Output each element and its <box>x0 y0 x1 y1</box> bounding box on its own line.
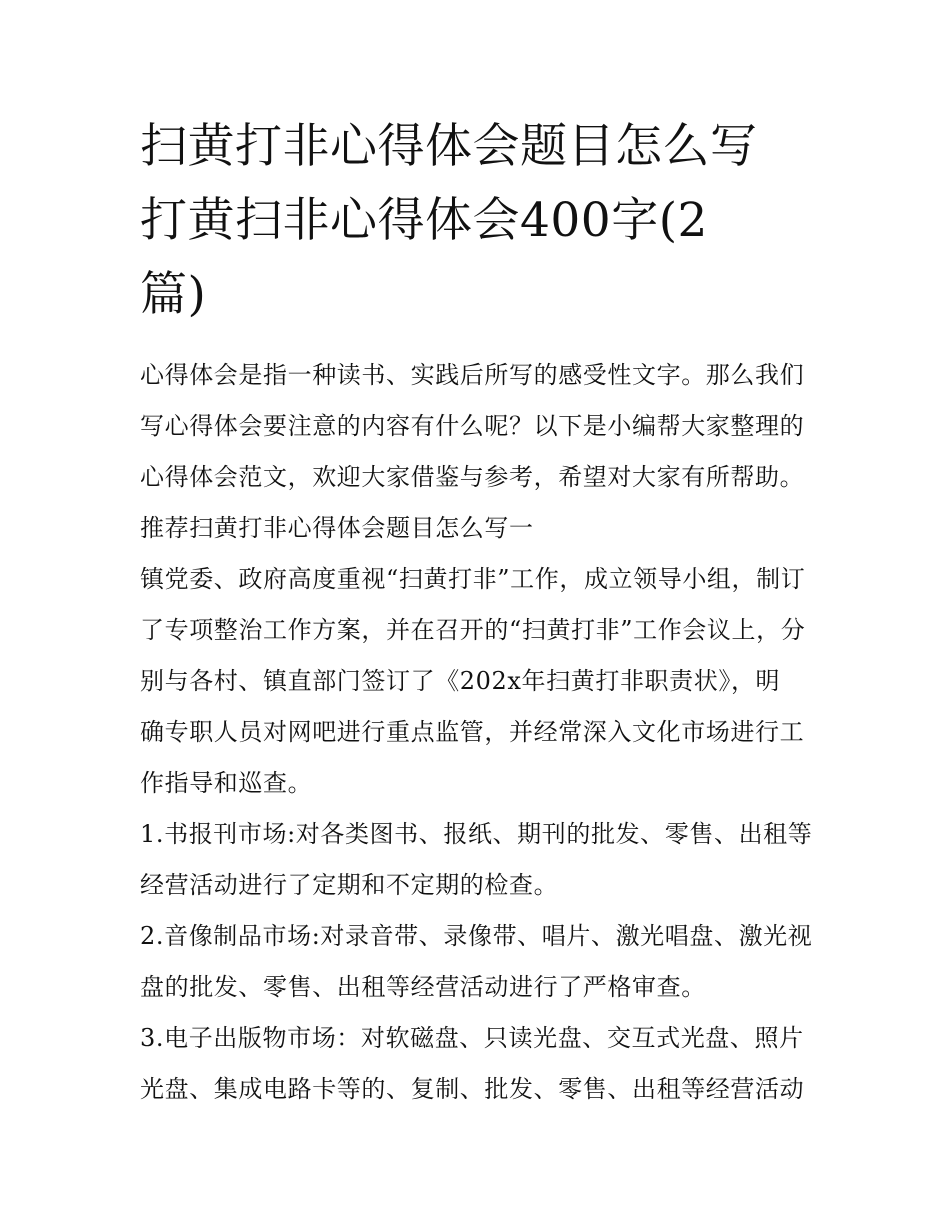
paragraph-intro <box>140 350 820 503</box>
title-line-2: 打黄扫非心得体会400字(2 <box>140 193 708 248</box>
text-line: 了专项整治工作方案，并在召开的“扫黄打非”工作会议上，分 <box>140 616 806 644</box>
text-line: 光盘、集成电路卡等的、复制、批发、零售、出租等经营活动 <box>140 1075 805 1103</box>
list-item-1 <box>140 809 820 911</box>
text-line: 心得体会范文，欢迎大家借鉴与参考，希望对大家有所帮助。 <box>140 463 805 491</box>
text-line: 心得体会是指一种读书、实践后所写的感受性文字。那么我们 <box>140 361 805 389</box>
text-line: 2.音像制品市场:对录音带、录像带、唱片、激光唱盘、激光视 <box>140 922 813 950</box>
title-line-3: 篇) <box>140 267 207 322</box>
text-line: 别与各村、镇直部门签订了《202x年扫黄打非职责状》，明 <box>140 667 781 695</box>
text-line: 作指导和巡查。 <box>140 769 313 797</box>
text-line: 3.电子出版物市场：对软磁盘、只读光盘、交互式光盘、照片 <box>140 1024 804 1052</box>
document-body <box>140 350 820 1115</box>
text-line: 1.书报刊市场:对各类图书、报纸、期刊的批发、零售、出租等 <box>140 820 813 848</box>
paragraph-overview <box>140 554 820 809</box>
list-item-2 <box>140 911 820 1013</box>
text-line: 经营活动进行了定期和不定期的检查。 <box>140 871 559 899</box>
list-item-3 <box>140 1013 820 1115</box>
section-heading <box>140 503 820 554</box>
text-line: 推荐扫黄打非心得体会题目怎么写一 <box>140 514 534 542</box>
title-line-1: 扫黄打非心得体会题目怎么写 <box>140 119 758 174</box>
text-line: 确专职人员对网吧进行重点监管，并经常深入文化市场进行工 <box>140 718 805 746</box>
document-content <box>140 110 820 1115</box>
text-line: 写心得体会要注意的内容有什么呢？以下是小编帮大家整理的 <box>140 412 805 440</box>
text-line: 盘的批发、零售、出租等经营活动进行了严格审查。 <box>140 973 706 1001</box>
text-line: 镇党委、政府高度重视“扫黄打非”工作，成立领导小组，制订 <box>140 565 806 593</box>
document-title <box>140 110 820 332</box>
